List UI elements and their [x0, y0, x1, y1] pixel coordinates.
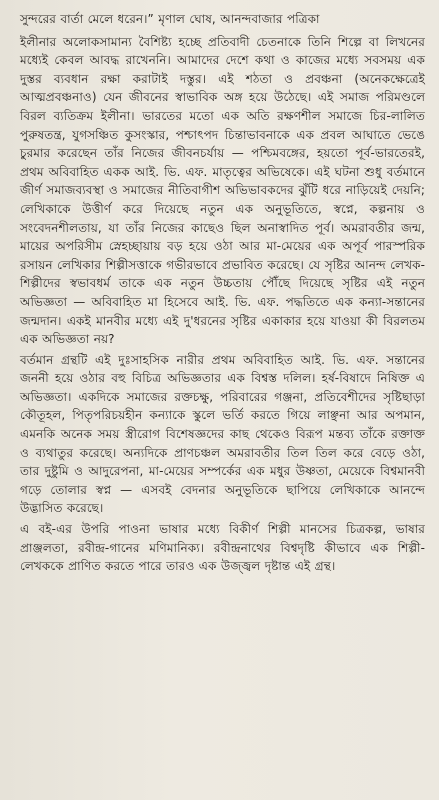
- body-paragraph-3: এ বই-এর উপরি পাওনা ভাষার মধ্যে বিকীর্ণ শিল্পী মানসের চিত্রকল্প, ভাষার প্রাঞ্জলতা, রবীন্দ্র-গানের মণিমানিক্য। রবীন্দ্রনাথের বিশ্বদৃষ্টি কীভাবে এক শিল্পী-লেখককে প্রাণিত করতে পারে তারও এক উজ্জ্বল দৃষ্টান্ত এই গ্রন্থ।: [20, 522, 425, 574]
- quote-attribution-paragraph: সুন্দরের বার্তা মেলে ধরেন।” মৃণাল ঘোষ, আনন্দবাজার পত্রিকা: [20, 12, 320, 26]
- body-paragraph-1: ইলীনার অলোকসামান্য বৈশিষ্ট্য হচ্ছে প্রতিবাদী চেতনাকে তিনি শিল্পে বা লিখনের মধ্যেই কেবল আবদ্ধ রাখেননি। আমাদের দেশে কথা ও কাজের মধ্যে সবসময় এক দুস্তর ব্যবধান রক্ষা করাটাই দস্তুর। এই শঠতা ও প্রবঞ্চনা (অনেকক্ষেত্রেই আত্মপ্রবঞ্চনাও) যেন জীবনের স্বাভাবিক অঙ্গ হয়ে উঠেছে। এই সমাজ পরিমণ্ডলে বিরল ব্যতিক্রম ইলীনা। ভারতের মতো এক অতি রক্ষণশীল সমাজে চির-লালিত পুরুষতন্ত্র, যুগসঞ্চিত কুসংস্কার, পশ্চাৎপদ চিন্তাভাবনাকে এক প্রবল আঘাতে ভেঙে চুরমার করেছেন তাঁর নিজের জীবনচর্যায় — পশ্চিমবঙ্গের, হয়তো পূর্ব-ভারতেরই, প্রথম অবিবাহিত একক আই. ভি. এফ. মাতৃত্বের অভিষেকে। এই ঘটনা শুধু বর্তমানে জীর্ণ সমাজব্যবস্থা ও সমাজের নীতিবাগীশ অভিভাবকদের ঝুঁটি ধরে নাড়িয়েই দেয়নি; লেখিকাকে উত্তীর্ণ করে দিয়েছে নতুন এক অনুভূতিতে, স্বপ্নে, কল্পনায় ও সংবেদনশীলতায়, যা তাঁর নিজের কাছেও ছিল অনাস্বাদিত পূর্ব। অমরাবতীর জন্ম, মায়ের অপরিসীম স্নেহচ্ছায়ায় বড় হয়ে ওঠা আর মা-মেয়ের এক অপূর্ব পারস্পরিক রসায়ন লেখিকার শিল্পীসত্তাকে গভীরভাবে প্রভাবিত করেছে। যে সৃষ্টির আনন্দ লেখক-শিল্পীদের স্বভাবধর্ম তাকে এক নতুন উচ্চতায় পৌঁছে দিয়েছে সৃষ্টির এই নতুন অভিজ্ঞতা — অবিবাহিত মা হিসেবে আই. ভি. এফ. পদ্ধতিতে এক কন্যা-সন্তানের জন্মদান। একই মানবীর মধ্যে এই দু'ধরনের সৃষ্টির একাকার হয়ে যাওয়া কী বিরলতম এক অভিজ্ঞতা নয়?: [20, 34, 425, 347]
- body-paragraph-2: বর্তমান গ্রন্থটি এই দুঃসাহসিক নারীর প্রথম অবিবাহিত আই. ভি. এফ. সন্তানের জননী হয়ে ওঠার বহু বিচিত্র অভিজ্ঞতার এক বিশ্বস্ত দলিল। হর্ষ-বিষাদে নিষিক্ত এ অভিজ্ঞতা। একদিকে সমাজের রক্তচক্ষু, পরিবারের গঞ্জনা, প্রতিবেশীদের সৃষ্টিছাড়া কৌতূহল, পিতৃপরিচয়হীন কন্যাকে স্কুলে ভর্তি করতে গিয়ে লাঞ্ছনা আর অপমান, এমনকি অনেক সময় স্ত্রীরোগ বিশেষজ্ঞদের কাছ থেকেও বিরূপ মন্তব্য তাঁকে রক্তাক্ত ও ব্যথাতুর করেছে। অন্যদিকে প্রাণচঞ্চল অমরাবতীর তিল তিল করে বেড়ে ওঠা, তার দুষ্টুমি ও আদুরেপনা, মা-মেয়ের সম্পর্কের এক মধুর উষ্ণতা, মেয়েকে বিশ্বমানবী গড়ে তোলার স্বপ্ন — এসবই বেদনার অনুভূতিকে ছাপিয়ে লেখিকাকে আনন্দে উদ্ভাসিত করেছে।: [20, 352, 425, 516]
